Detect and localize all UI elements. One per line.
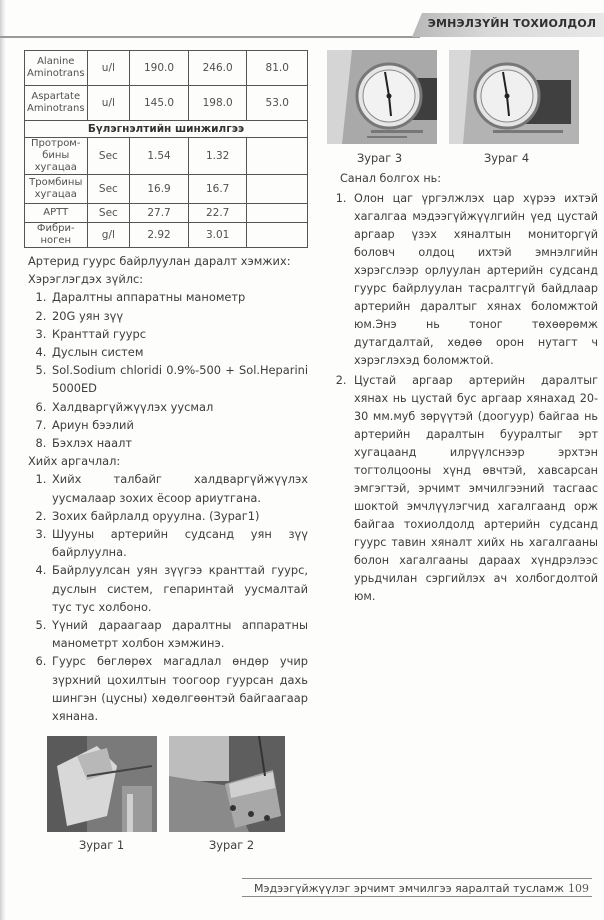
table-row [25,51,308,86]
value-3: 81.0 [247,51,308,86]
table-section-row [25,121,308,138]
recommendations-heading: Санал болгох нь: [340,172,442,185]
method-steps-list [28,470,308,725]
list-item: 1. Олон цаг үргэлжлэх цар хүрээ ихтэй хагалгаа мэдээгүйжүүлгийн үед цустай аргаар үзэх хяналтын мониторгүй боловч олдоц ихтэй эмнэлгийн хэрэгслээр орлуулан артерийн судсанд гуурс байрлуулан тасралтгүй байдлаар артерийн даралтыг хянах боломжтой юм.Энэ нь тоног төхөөрөмж дутагдалтай, хөдөө орон нутагт ч хэрэглэхэд боломжтой. [350,190,598,370]
list-item: 7. Ариун бээлий [50,416,308,434]
value-2: 246.0 [188,51,247,86]
list-item: 2. Зохих байрлалд оруулна. (Зураг1) [50,507,308,525]
test-name: Тромбины хугацаа [25,175,88,204]
list-item: 6. Гуурс бөглөрөх магадлал өндөр учир зүрхний цохилтын тоогоор гуурсан дахь шингэн (цусны) хөдөлгөөнтэй байгаагаар хянана. [50,652,308,725]
value-1: 190.0 [130,51,189,86]
test-unit: Sec [87,138,130,175]
figure-1-caption: Зураг 1 [79,838,125,852]
test-unit: u/l [87,51,130,86]
test-unit: u/l [87,86,130,121]
figure-1-photo [47,736,157,832]
list-item: 5. Sol.Sodium chloridi 0.9%-500 + Sol.Heparini 5000ED [50,361,308,397]
list-item: 1. Хийх талбайг халдваргүйжүүлэх уусмалаар зохих ёсоор ариутгана. [50,470,308,506]
value-2: 198.0 [188,86,247,121]
table-row [25,204,308,223]
value-2: 3.01 [188,223,247,248]
figure-2-photo [169,736,285,832]
value-1: 1.54 [130,138,189,175]
list-item: 4. Байрлуулсан уян зүүгээ кранттай гуурс, дуслын систем, гепаринтай уусмалтай тус тус холбоно. [50,561,308,616]
section-title: ЭМНЭЛЗҮЙН ТОХИОЛДОЛ [427,17,597,30]
test-unit: g/l [87,223,130,248]
lab-results-table [24,50,308,248]
right-column-body [332,170,598,608]
running-title: Мэдээгүйжүүлэг эрчимт эмчилгээ яаралтай тусламж [254,882,565,895]
value-1: 16.9 [130,175,189,204]
value-3 [247,223,308,248]
test-name: Alanine Aminotrans [25,51,88,86]
table-row [25,175,308,204]
figure-4-photo [449,50,579,144]
footer-rule-top [242,878,592,879]
page-number: 109 [568,882,589,895]
value-1: 145.0 [130,86,189,121]
test-unit: Sec [87,175,130,204]
page-binding-shadow [0,0,6,920]
test-unit: Sec [87,204,130,223]
manometer-gauge-photo-icon [327,50,437,144]
recommendations-list [332,190,598,606]
header-rule [0,36,420,38]
list-item: 2. Цустай аргаар артерийн даралтыг хянах нь цустай бус аргаар хянахад 20-30 мм.муб зөрүүтэй (доогуур) байгаа нь артерийн даралтын бууралтыг эрт хугацаанд илрүүлснээр эрхтэн тогтолцооны хүнд өвчтэй, хавсарсан эмгэгтэй, эрчимт эмчилгээний тасгаас шоктой эмчлүүлэгчид хагалгаанд орж байгаа тохиолдолд артерийн судсанд гуурс тавин хяналт хийх нь хагалгааны болон хагалгааны дараах хүндрэлээс урьдчилан сэргийлэх ач холбогдолтой юм. [350,372,598,606]
list-item: 8. Бэхлэх наалт [50,434,308,452]
manometer-gauge-photo-icon [449,50,579,144]
value-3 [247,138,308,175]
materials-list [28,288,308,452]
figure-4-caption: Зураг 4 [484,151,530,165]
value-3 [247,175,308,204]
value-1: 27.7 [130,204,189,223]
test-name: Фибри-ноген [25,223,88,248]
value-2: 1.32 [188,138,247,175]
test-name: Aspartate Aminotrans [25,86,88,121]
test-name: APTT [25,204,88,223]
list-item: 5. Үүний дараагаар даралтны аппаратны манометрт холбон хэмжинэ. [50,616,308,652]
list-item: 1. Даралтны аппаратны манометр [50,288,308,306]
figure-3-caption: Зураг 3 [357,151,403,165]
test-name: Протром-бины хугацаа [25,138,88,175]
table-row [25,223,308,248]
monitor-setup-photo-icon [169,736,285,832]
list-item: 6. Халдваргүйжүүлэх уусмал [50,398,308,416]
value-2: 16.7 [188,175,247,204]
list-item: 4. Дуслын систем [50,343,308,361]
list-item: 3. Шууны артерийн судсанд уян зүү байрлуулна. [50,525,308,561]
method-heading: Хийх аргачлал: [28,454,121,469]
figure-3-photo [327,50,437,144]
figure-2-caption: Зураг 2 [209,838,255,852]
patient-arm-photo-icon [47,736,157,832]
list-item: 2. 20G уян зүү [50,307,308,325]
left-column-body [28,252,308,725]
value-2: 22.7 [188,204,247,223]
procedure-intro: Артерид гуурс байрлуулан даралт хэмжих: [28,254,291,268]
table-row [25,138,308,175]
value-3: 53.0 [247,86,308,121]
footer-rule-bottom [242,896,592,897]
value-3 [247,204,308,223]
table-section-heading: Бүлэгнэлтийн шинжилгээ [25,121,308,138]
table-row [25,86,308,121]
value-1: 2.92 [130,223,189,248]
materials-heading: Хэрэглэгдэх зүйлс: [28,272,144,287]
list-item: 3. Кранттай гуурс [50,325,308,343]
